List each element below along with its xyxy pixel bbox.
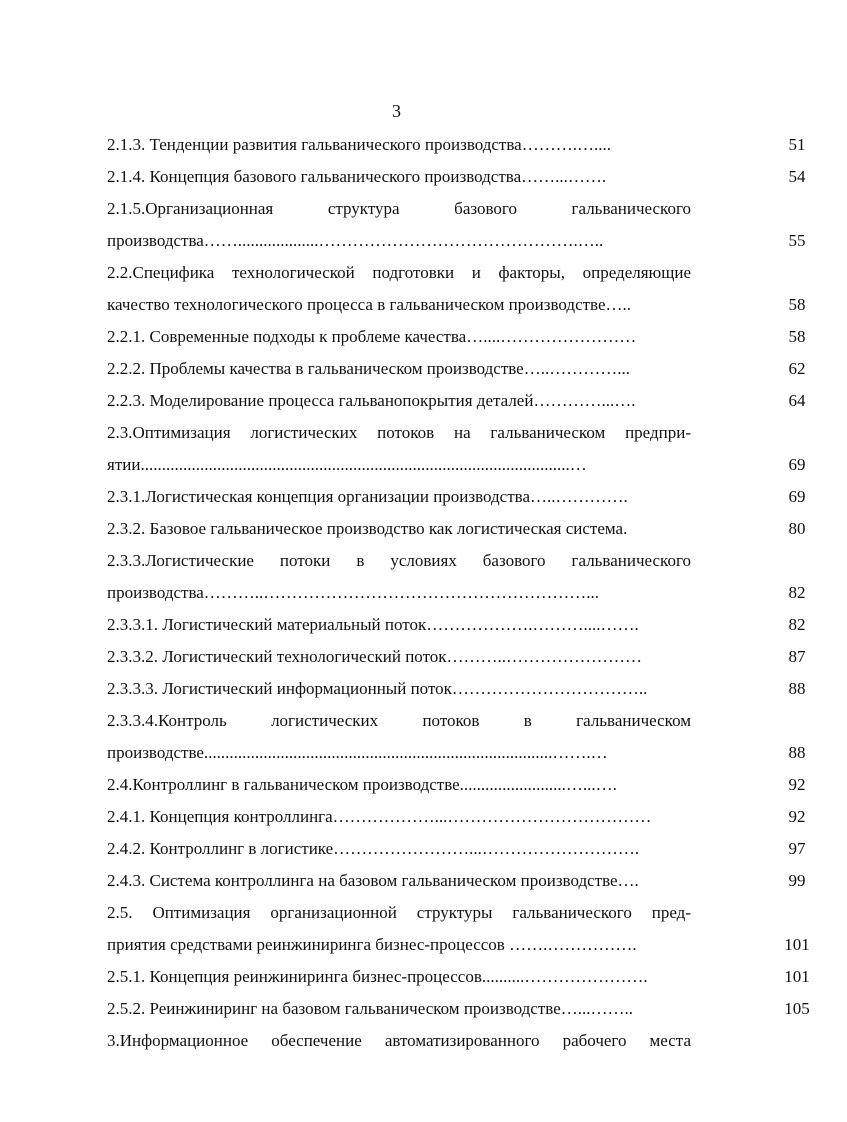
toc-entry-title: качество технологического процесса в гальваническом производстве….. xyxy=(107,295,632,314)
toc-entry-title: производстве..................................................................................…….… xyxy=(107,743,608,762)
toc-entry-page: 105 xyxy=(784,999,810,1018)
toc-entry-page: 69 xyxy=(788,455,806,474)
toc-entry-title: 2.5.1. Концепция реинжиниринга бизнес-процессов..........…………………. xyxy=(107,967,648,986)
toc-entry-page: 82 xyxy=(788,615,806,634)
toc-entry-title: 2.1.3. Тенденции развития гальванического производства……….….... xyxy=(107,135,611,154)
toc-entry-title: 2.3.3.2. Логистический технологический поток………..…………………… xyxy=(107,647,643,666)
toc-entry-page: 101 xyxy=(784,967,810,986)
toc-entry-title: 2.3.3.Логистические потоки в условиях базового гальванического xyxy=(107,551,691,570)
toc-entry-page: 82 xyxy=(788,583,806,602)
toc-entry-page: 87 xyxy=(788,647,806,666)
toc-entry-page: 62 xyxy=(788,359,806,378)
toc-entry-title: 2.5. Оптимизация организационной структуры гальванического пред- xyxy=(107,903,691,922)
toc-entry-title: производства………..…………………………………………………... xyxy=(107,583,600,602)
toc-entry-title: 3.Информационное обеспечение автоматизированного рабочего места xyxy=(107,1031,691,1050)
toc-entry-title: 2.2.1. Современные подходы к проблеме качества…....…………………… xyxy=(107,327,637,346)
toc-entry-page: 69 xyxy=(788,487,806,506)
toc-entry-page: 54 xyxy=(788,167,806,186)
toc-entry-title: 2.4.1. Концепция контроллинга………………...……………………………… xyxy=(107,807,652,826)
toc-entry-title: 2.2.Специфика технологической подготовки и факторы, определяющие xyxy=(107,263,691,282)
toc-entry-title: 2.5.2. Реинжиниринг на базовом гальваническом производстве…...…….. xyxy=(107,999,633,1018)
toc-entry-title: приятия средствами реинжиниринга бизнес-процессов …….……………. xyxy=(107,935,637,954)
toc-entry-page: 58 xyxy=(788,295,806,314)
page-number: 3 xyxy=(392,101,401,121)
toc-entry-page: 101 xyxy=(784,935,810,954)
toc-entry-page: 58 xyxy=(788,327,806,346)
toc-entry-title: 2.3.3.3. Логистический информационный поток…………………………….. xyxy=(107,679,648,698)
toc-entry-page: 97 xyxy=(788,839,806,858)
toc-entry-title: 2.3.3.4.Контроль логистических потоков в гальваническом xyxy=(107,711,691,730)
toc-entry-title: 2.3.Оптимизация логистических потоков на гальваническом предпри- xyxy=(107,423,691,442)
toc-entry-title: ятии.....................................................................................................… xyxy=(107,455,587,474)
toc-entry-title: 2.1.4. Концепция базового гальванического производства……...……. xyxy=(107,167,607,186)
toc-entry-page: 51 xyxy=(788,135,806,154)
toc-entry-page: 88 xyxy=(788,679,806,698)
toc-entry-page: 64 xyxy=(788,391,806,410)
toc-entry-page: 92 xyxy=(788,775,806,794)
toc-entry-title: 2.3.2. Базовое гальваническое производство как логистическая система. xyxy=(107,519,628,538)
toc-entry-page: 55 xyxy=(788,231,806,250)
toc-entry-title: 2.3.1.Логистическая концепция организации производства…..…………. xyxy=(107,487,628,506)
toc-entry-title: 2.4.2. Контроллинг в логистике……………………...………………………. xyxy=(107,839,640,858)
toc-entry-page: 88 xyxy=(788,743,806,762)
toc-entry-page: 92 xyxy=(788,807,806,826)
toc-entry-page: 99 xyxy=(788,871,806,890)
toc-entry-title: 2.3.3.1. Логистический материальный поток……………….………....……. xyxy=(107,615,639,634)
toc-entry-title: 2.1.5.Организационная структура базового гальванического xyxy=(107,199,691,218)
toc-entry-title: производства……...................……………………………………….….. xyxy=(107,231,604,250)
toc-entry-title: 2.4.Контроллинг в гальваническом производстве.........................…...…. xyxy=(107,775,617,794)
toc-entry-title: 2.2.3. Моделирование процесса гальванопокрытия деталей…………...…. xyxy=(107,391,636,410)
toc-entry-title: 2.2.2. Проблемы качества в гальваническом производстве…..…………... xyxy=(107,359,630,378)
toc-entry-title: 2.4.3. Система контроллинга на базовом гальваническом производстве…. xyxy=(107,871,639,890)
toc-entry-page: 80 xyxy=(788,519,806,538)
